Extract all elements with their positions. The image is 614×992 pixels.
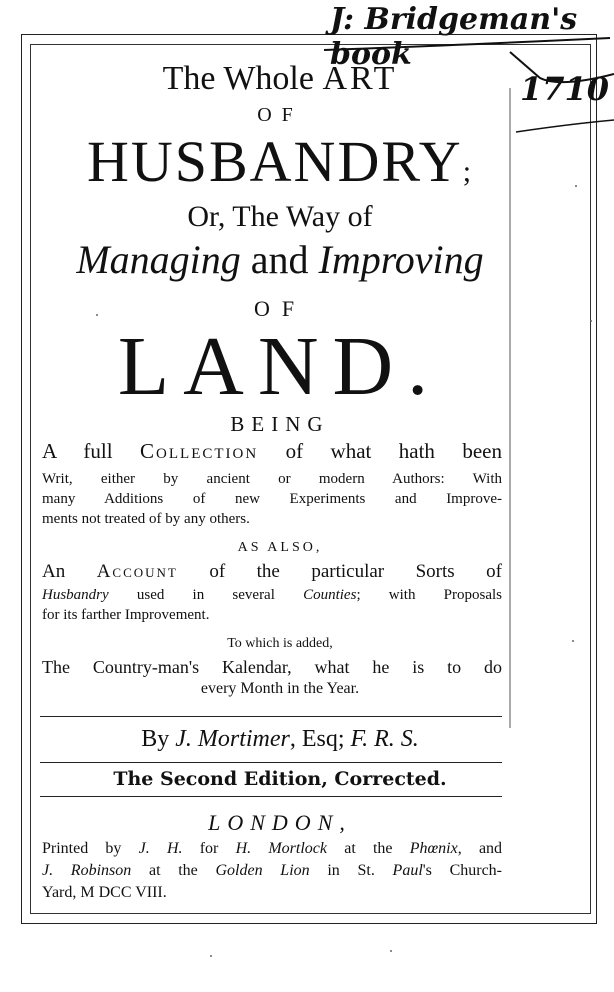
account-text-proposals: ; with Proposals (356, 587, 502, 603)
paper-speck (590, 320, 592, 322)
kalendar-line-1: The Country-man's Kalendar, what he is to do (42, 657, 502, 677)
title-semicolon: ; (462, 155, 474, 188)
account-text-used: used in several (108, 587, 304, 603)
imprint-line-3: Yard, M DCC VIII. (42, 884, 167, 901)
paper-speck (96, 314, 98, 316)
title-line-of-2: OF (253, 296, 307, 321)
being-heading: BEING (230, 412, 330, 436)
account-line-1 (42, 560, 502, 584)
title-managing-improving (30, 236, 530, 283)
signature-year: 1710 (520, 70, 610, 108)
imprint-printed-by: Printed by (42, 840, 139, 857)
paper-speck (390, 950, 392, 952)
title-text-art: ART (322, 60, 398, 97)
imprint-phoenix: Phœnix (409, 840, 458, 857)
paper-speck (572, 640, 574, 642)
title-text-whole: The Whole (162, 60, 323, 97)
author-frs: F. R. S. (350, 726, 419, 752)
paper-speck (210, 955, 212, 957)
title-text-managing: Managing (76, 237, 241, 282)
collection-line-2: Writ, either by ancient or modern Authors: With (42, 471, 502, 487)
author-name: J. Mortimer (175, 726, 290, 752)
imprint-line-2 (42, 860, 502, 881)
title-line-of-1: OF (257, 104, 303, 126)
title-line-1 (30, 60, 530, 98)
title-or-way: Or, The Way of (187, 200, 373, 233)
imprint-in-st: in St. (309, 862, 393, 879)
author-esq: , Esq; (289, 726, 351, 752)
imprint-at-the-2: at the (131, 862, 216, 879)
collection-text-a: A full (42, 439, 141, 463)
divider-bottom (40, 796, 502, 797)
imprint-line-1 (42, 838, 502, 859)
owner-signature: J: Bridgeman's book (330, 2, 578, 72)
imprint-paul: Paul (392, 862, 423, 879)
account-text-c: of the particular Sorts of (177, 561, 502, 582)
collection-line-4: ments not treated of by any others. (42, 511, 250, 527)
divider-top (40, 716, 502, 717)
title-text-husbandry: HUSBANDRY (86, 129, 463, 194)
account-text-counties: Counties (303, 587, 357, 603)
imprint-at-the: at the (327, 840, 410, 857)
kalendar-line-2: every Month in the Year. (200, 680, 360, 697)
imprint-and: , and (457, 840, 503, 857)
author-by: By (141, 726, 176, 752)
imprint-golden-lion: Golden Lion (215, 862, 310, 879)
edition-line: The Second Edition, Corrected. (113, 768, 447, 790)
account-line-2 (42, 586, 502, 605)
collection-text-collection: Collection (140, 439, 259, 463)
collection-text-c: of what hath been (258, 439, 502, 463)
title-text-improving: Improving (318, 237, 484, 282)
as-also-heading: AS ALSO, (237, 540, 323, 555)
paper-speck (575, 185, 577, 187)
account-text-account: Account (96, 561, 178, 582)
account-text-a: An (42, 561, 97, 582)
author-line (30, 726, 530, 753)
account-text-husbandry: Husbandry (42, 587, 109, 603)
imprint-robinson: J. Robinson (42, 862, 132, 879)
imprint-mortlock: H. Mortlock (235, 840, 328, 857)
divider-middle (40, 762, 502, 763)
imprint-church: 's Church- (422, 862, 503, 879)
account-line-3: for its farther Improvement. (42, 607, 210, 623)
collection-line-1 (42, 438, 502, 464)
imprint-printer: J. H. (138, 840, 183, 857)
title-text-and: and (240, 237, 319, 282)
imprint-city: LONDON, (208, 810, 352, 835)
collection-line-3: many Additions of new Experiments and Improve- (42, 491, 502, 507)
to-which-added: To which is added, (227, 636, 333, 651)
title-husbandry (30, 128, 530, 195)
imprint-for: for (182, 840, 236, 857)
title-land: LAND. (117, 320, 443, 413)
